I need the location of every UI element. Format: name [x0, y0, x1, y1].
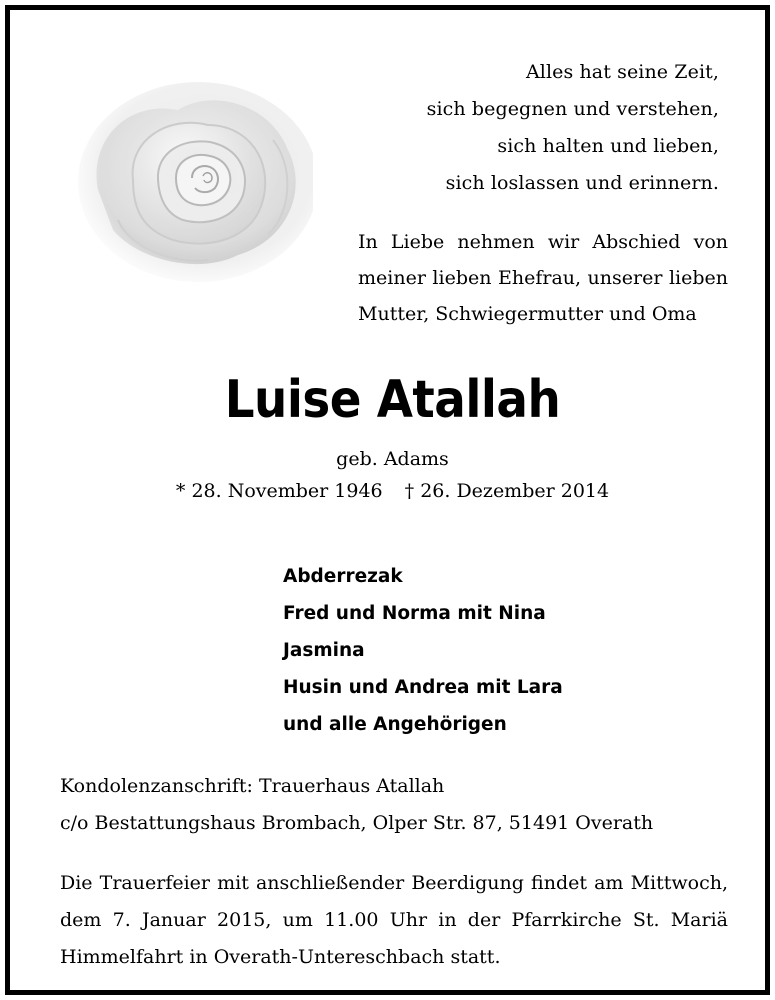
- deceased-name: Luise Atallah: [224, 370, 561, 430]
- birth-date: * 28. November 1946: [175, 480, 383, 502]
- poem-line: Alles hat seine Zeit,: [525, 61, 719, 83]
- obituary-notice: [5, 5, 770, 995]
- service-line: dem 7. Januar 2015, um 11.00 Uhr in der Pfarrkirche St. Mariä: [60, 909, 728, 931]
- intro-line: Mutter, Schwiegermutter und Oma: [358, 303, 697, 325]
- poem: [427, 54, 719, 202]
- intro-line: In Liebe nehmen wir Abschied von: [358, 231, 728, 253]
- poem-line: sich begegnen und verstehen,: [426, 98, 719, 120]
- funeral-service-info: [60, 865, 728, 976]
- intro-line: meiner lieben Ehefrau, unserer lieben: [358, 267, 728, 289]
- rose-icon: [58, 70, 313, 285]
- mourner: Jasmina: [283, 640, 365, 661]
- condolence-address: [60, 768, 653, 842]
- death-date: † 26. Dezember 2014: [404, 480, 610, 502]
- farewell-intro: [358, 224, 728, 332]
- poem-line: sich loslassen und erinnern.: [445, 172, 719, 194]
- mourner: Fred und Norma mit Nina: [283, 603, 546, 624]
- mourner: Abderrezak: [283, 566, 403, 587]
- service-line: Die Trauerfeier mit anschließender Beerdigung findet am Mittwoch,: [60, 872, 728, 894]
- mourner: und alle Angehörigen: [283, 714, 507, 735]
- service-line: Himmelfahrt in Overath-Untereschbach statt.: [60, 946, 501, 968]
- mourners-list: [283, 558, 563, 743]
- condolence-line: c/o Bestattungshaus Brombach, Olper Str. 87, 51491 Overath: [60, 812, 654, 834]
- condolence-line: Kondolenzanschrift: Trauerhaus Atallah: [60, 775, 445, 797]
- life-dates: [10, 480, 775, 502]
- birth-name: geb. Adams: [336, 448, 449, 470]
- mourner: Husin und Andrea mit Lara: [283, 677, 563, 698]
- poem-line: sich halten und lieben,: [497, 135, 719, 157]
